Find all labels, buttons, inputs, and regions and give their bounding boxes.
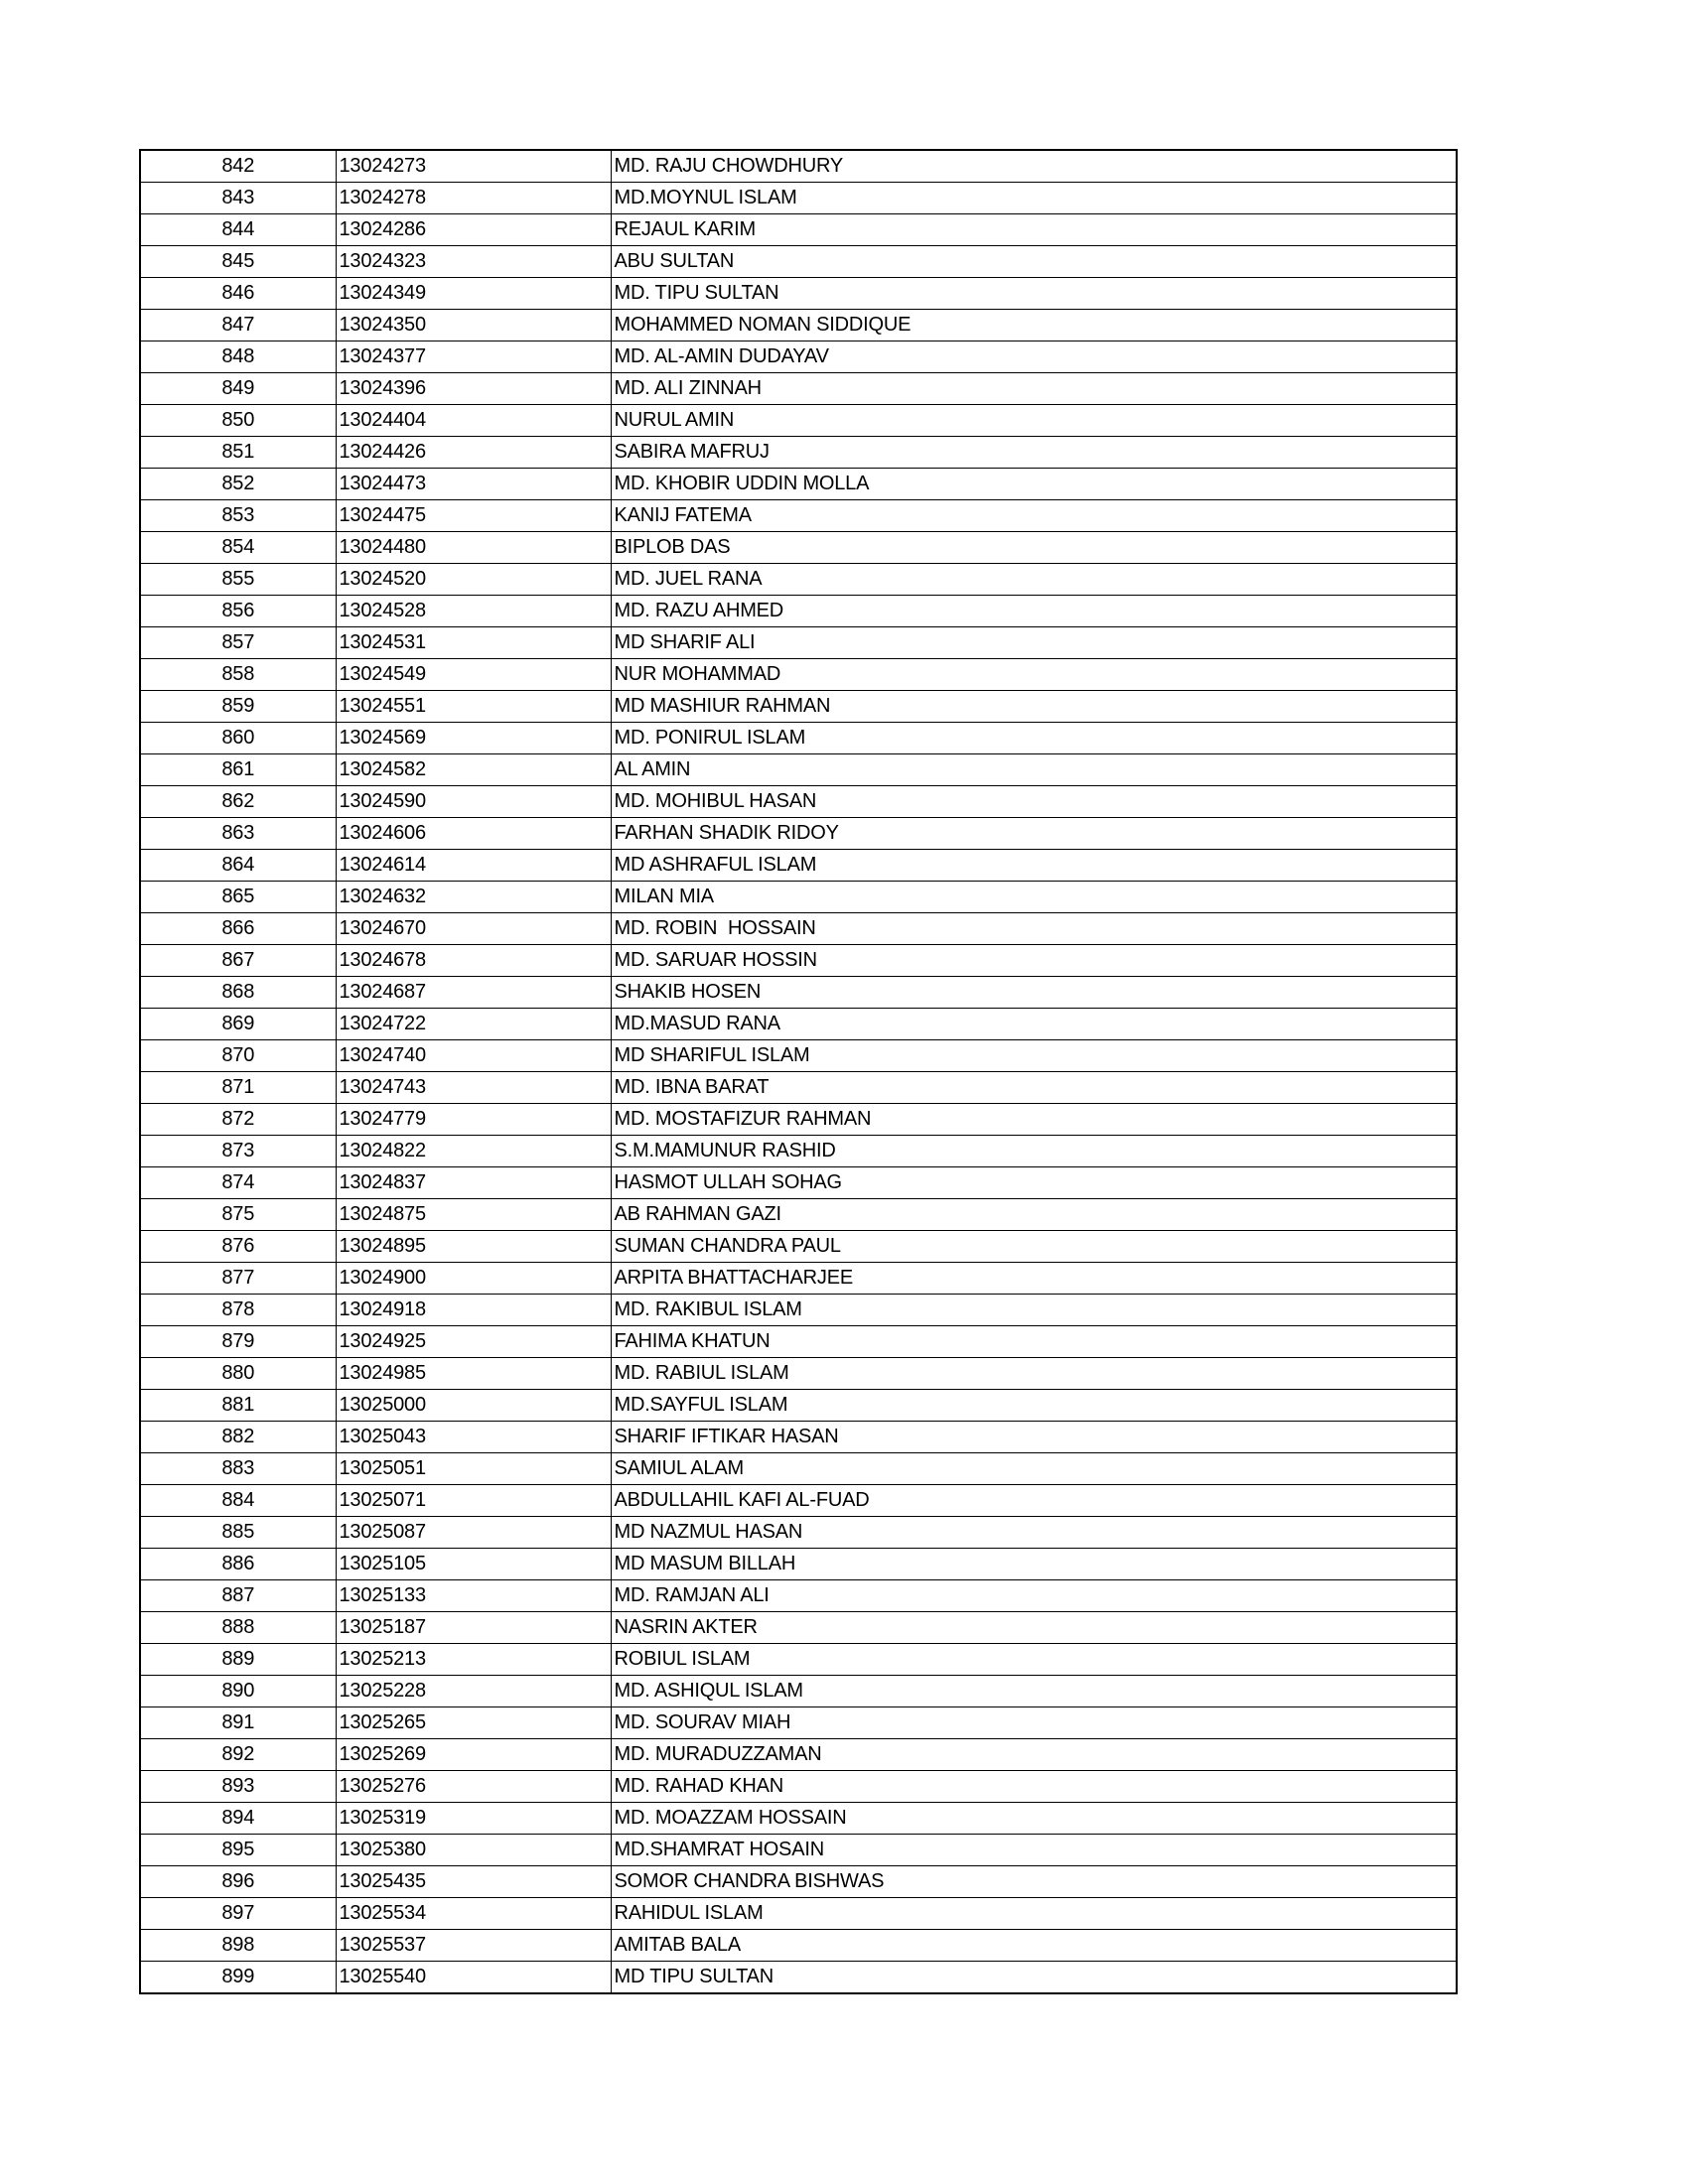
serial-number-cell: 868 <box>140 977 336 1009</box>
roll-number-cell: 13025000 <box>336 1390 611 1422</box>
serial-number-cell: 895 <box>140 1835 336 1866</box>
serial-number-cell: 878 <box>140 1295 336 1326</box>
table-row <box>140 1040 1457 1072</box>
candidate-name-cell: ROBIUL ISLAM <box>611 1644 1457 1676</box>
roll-number-cell: 13024822 <box>336 1136 611 1167</box>
table-row <box>140 246 1457 278</box>
serial-number-cell: 881 <box>140 1390 336 1422</box>
serial-number-cell: 888 <box>140 1612 336 1644</box>
serial-number-cell: 869 <box>140 1009 336 1040</box>
roll-number-cell: 13024377 <box>336 341 611 373</box>
candidate-name-cell: SAMIUL ALAM <box>611 1453 1457 1485</box>
table-row <box>140 754 1457 786</box>
serial-number-cell: 887 <box>140 1580 336 1612</box>
serial-number-cell: 896 <box>140 1866 336 1898</box>
table-row <box>140 913 1457 945</box>
serial-number-cell: 854 <box>140 532 336 564</box>
roll-number-cell: 13025051 <box>336 1453 611 1485</box>
roll-number-cell: 13024350 <box>336 310 611 341</box>
table-row <box>140 150 1457 183</box>
serial-number-cell: 879 <box>140 1326 336 1358</box>
roll-number-cell: 13024273 <box>336 150 611 183</box>
candidate-name-cell: AB RAHMAN GAZI <box>611 1199 1457 1231</box>
table-row <box>140 1580 1457 1612</box>
serial-number-cell: 870 <box>140 1040 336 1072</box>
serial-number-cell: 860 <box>140 723 336 754</box>
table-row <box>140 405 1457 437</box>
candidate-name-cell: HASMOT ULLAH SOHAG <box>611 1167 1457 1199</box>
candidate-name-cell: MD. RAHAD KHAN <box>611 1771 1457 1803</box>
serial-number-cell: 847 <box>140 310 336 341</box>
results-table <box>139 149 1458 1994</box>
candidate-name-cell: KANIJ FATEMA <box>611 500 1457 532</box>
table-row <box>140 1962 1457 1994</box>
table-row <box>140 1485 1457 1517</box>
serial-number-cell: 866 <box>140 913 336 945</box>
roll-number-cell: 13024278 <box>336 183 611 214</box>
roll-number-cell: 13024549 <box>336 659 611 691</box>
table-row <box>140 341 1457 373</box>
candidate-name-cell: MD. TIPU SULTAN <box>611 278 1457 310</box>
roll-number-cell: 13024475 <box>336 500 611 532</box>
serial-number-cell: 848 <box>140 341 336 373</box>
table-row <box>140 1295 1457 1326</box>
roll-number-cell: 13024678 <box>336 945 611 977</box>
serial-number-cell: 863 <box>140 818 336 850</box>
serial-number-cell: 864 <box>140 850 336 882</box>
roll-number-cell: 13025534 <box>336 1898 611 1930</box>
table-row <box>140 1072 1457 1104</box>
roll-number-cell: 13024918 <box>336 1295 611 1326</box>
table-row <box>140 1390 1457 1422</box>
roll-number-cell: 13025319 <box>336 1803 611 1835</box>
serial-number-cell: 865 <box>140 882 336 913</box>
candidate-name-cell: MD. ASHIQUL ISLAM <box>611 1676 1457 1707</box>
roll-number-cell: 13024349 <box>336 278 611 310</box>
serial-number-cell: 857 <box>140 627 336 659</box>
candidate-name-cell: SHARIF IFTIKAR HASAN <box>611 1422 1457 1453</box>
candidate-name-cell: NUR MOHAMMAD <box>611 659 1457 691</box>
table-row <box>140 1167 1457 1199</box>
roll-number-cell: 13025187 <box>336 1612 611 1644</box>
table-row <box>140 1549 1457 1580</box>
table-row <box>140 1517 1457 1549</box>
roll-number-cell: 13025269 <box>336 1739 611 1771</box>
candidate-name-cell: MD. RAZU AHMED <box>611 596 1457 627</box>
candidate-name-cell: MD.SAYFUL ISLAM <box>611 1390 1457 1422</box>
roll-number-cell: 13024286 <box>336 214 611 246</box>
candidate-name-cell: MD TIPU SULTAN <box>611 1962 1457 1994</box>
candidate-name-cell: S.M.MAMUNUR RASHID <box>611 1136 1457 1167</box>
candidate-name-cell: MD. MOSTAFIZUR RAHMAN <box>611 1104 1457 1136</box>
roll-number-cell: 13024520 <box>336 564 611 596</box>
table-row <box>140 1739 1457 1771</box>
candidate-name-cell: MD. KHOBIR UDDIN MOLLA <box>611 469 1457 500</box>
candidate-name-cell: AL AMIN <box>611 754 1457 786</box>
table-row <box>140 1009 1457 1040</box>
roll-number-cell: 13024480 <box>336 532 611 564</box>
serial-number-cell: 846 <box>140 278 336 310</box>
roll-number-cell: 13024404 <box>336 405 611 437</box>
serial-number-cell: 853 <box>140 500 336 532</box>
candidate-name-cell: MD MASHIUR RAHMAN <box>611 691 1457 723</box>
roll-number-cell: 13024614 <box>336 850 611 882</box>
table-row <box>140 1898 1457 1930</box>
roll-number-cell: 13024985 <box>336 1358 611 1390</box>
roll-number-cell: 13024473 <box>336 469 611 500</box>
candidate-name-cell: MD NAZMUL HASAN <box>611 1517 1457 1549</box>
candidate-name-cell: SUMAN CHANDRA PAUL <box>611 1231 1457 1263</box>
serial-number-cell: 851 <box>140 437 336 469</box>
candidate-name-cell: NURUL AMIN <box>611 405 1457 437</box>
results-table-body <box>140 150 1457 1993</box>
candidate-name-cell: SABIRA MAFRUJ <box>611 437 1457 469</box>
table-row <box>140 723 1457 754</box>
table-row <box>140 564 1457 596</box>
serial-number-cell: 894 <box>140 1803 336 1835</box>
serial-number-cell: 871 <box>140 1072 336 1104</box>
candidate-name-cell: FARHAN SHADIK RIDOY <box>611 818 1457 850</box>
table-row <box>140 437 1457 469</box>
table-row <box>140 278 1457 310</box>
table-row <box>140 1644 1457 1676</box>
table-row <box>140 1771 1457 1803</box>
roll-number-cell: 13024632 <box>336 882 611 913</box>
table-row <box>140 1199 1457 1231</box>
candidate-name-cell: MD SHARIFUL ISLAM <box>611 1040 1457 1072</box>
table-row <box>140 1676 1457 1707</box>
table-row <box>140 691 1457 723</box>
table-row <box>140 945 1457 977</box>
serial-number-cell: 877 <box>140 1263 336 1295</box>
roll-number-cell: 13024426 <box>336 437 611 469</box>
serial-number-cell: 899 <box>140 1962 336 1994</box>
roll-number-cell: 13024687 <box>336 977 611 1009</box>
candidate-name-cell: MD. AL-AMIN DUDAYAV <box>611 341 1457 373</box>
table-row <box>140 1358 1457 1390</box>
serial-number-cell: 873 <box>140 1136 336 1167</box>
candidate-name-cell: ABU SULTAN <box>611 246 1457 278</box>
serial-number-cell: 845 <box>140 246 336 278</box>
candidate-name-cell: MOHAMMED NOMAN SIDDIQUE <box>611 310 1457 341</box>
roll-number-cell: 13025105 <box>336 1549 611 1580</box>
serial-number-cell: 876 <box>140 1231 336 1263</box>
serial-number-cell: 872 <box>140 1104 336 1136</box>
roll-number-cell: 13025133 <box>336 1580 611 1612</box>
roll-number-cell: 13024743 <box>336 1072 611 1104</box>
table-row <box>140 1231 1457 1263</box>
roll-number-cell: 13024569 <box>336 723 611 754</box>
roll-number-cell: 13024740 <box>336 1040 611 1072</box>
table-row <box>140 214 1457 246</box>
table-row <box>140 532 1457 564</box>
table-row <box>140 977 1457 1009</box>
candidate-name-cell: MD. RAMJAN ALI <box>611 1580 1457 1612</box>
serial-number-cell: 843 <box>140 183 336 214</box>
candidate-name-cell: MD. RAKIBUL ISLAM <box>611 1295 1457 1326</box>
serial-number-cell: 852 <box>140 469 336 500</box>
table-row <box>140 1104 1457 1136</box>
candidate-name-cell: MD.MASUD RANA <box>611 1009 1457 1040</box>
table-row <box>140 1866 1457 1898</box>
table-row <box>140 373 1457 405</box>
table-row <box>140 183 1457 214</box>
candidate-name-cell: ABDULLAHIL KAFI AL-FUAD <box>611 1485 1457 1517</box>
roll-number-cell: 13024837 <box>336 1167 611 1199</box>
serial-number-cell: 892 <box>140 1739 336 1771</box>
roll-number-cell: 13025540 <box>336 1962 611 1994</box>
candidate-name-cell: MD.MOYNUL ISLAM <box>611 183 1457 214</box>
serial-number-cell: 858 <box>140 659 336 691</box>
serial-number-cell: 886 <box>140 1549 336 1580</box>
roll-number-cell: 13025435 <box>336 1866 611 1898</box>
table-row <box>140 850 1457 882</box>
table-row <box>140 500 1457 532</box>
roll-number-cell: 13024779 <box>336 1104 611 1136</box>
roll-number-cell: 13024528 <box>336 596 611 627</box>
serial-number-cell: 889 <box>140 1644 336 1676</box>
candidate-name-cell: SHAKIB HOSEN <box>611 977 1457 1009</box>
serial-number-cell: 867 <box>140 945 336 977</box>
table-row <box>140 1326 1457 1358</box>
candidate-name-cell: MD. RAJU CHOWDHURY <box>611 150 1457 183</box>
table-row <box>140 1612 1457 1644</box>
roll-number-cell: 13024396 <box>336 373 611 405</box>
candidate-name-cell: NASRIN AKTER <box>611 1612 1457 1644</box>
table-row <box>140 818 1457 850</box>
roll-number-cell: 13024531 <box>336 627 611 659</box>
roll-number-cell: 13025071 <box>336 1485 611 1517</box>
table-row <box>140 1803 1457 1835</box>
candidate-name-cell: BIPLOB DAS <box>611 532 1457 564</box>
candidate-name-cell: MD MASUM BILLAH <box>611 1549 1457 1580</box>
roll-number-cell: 13025380 <box>336 1835 611 1866</box>
serial-number-cell: 890 <box>140 1676 336 1707</box>
candidate-name-cell: MD SHARIF ALI <box>611 627 1457 659</box>
roll-number-cell: 13024670 <box>336 913 611 945</box>
roll-number-cell: 13025213 <box>336 1644 611 1676</box>
serial-number-cell: 898 <box>140 1930 336 1962</box>
candidate-name-cell: MD. SOURAV MIAH <box>611 1707 1457 1739</box>
table-row <box>140 1453 1457 1485</box>
serial-number-cell: 849 <box>140 373 336 405</box>
candidate-name-cell: MD. PONIRUL ISLAM <box>611 723 1457 754</box>
serial-number-cell: 884 <box>140 1485 336 1517</box>
candidate-name-cell: MD. MURADUZZAMAN <box>611 1739 1457 1771</box>
table-row <box>140 469 1457 500</box>
candidate-name-cell: MD. ALI ZINNAH <box>611 373 1457 405</box>
roll-number-cell: 13025043 <box>336 1422 611 1453</box>
table-row <box>140 596 1457 627</box>
table-row <box>140 1930 1457 1962</box>
candidate-name-cell: MD.SHAMRAT HOSAIN <box>611 1835 1457 1866</box>
table-row <box>140 1263 1457 1295</box>
candidate-name-cell: ARPITA BHATTACHARJEE <box>611 1263 1457 1295</box>
roll-number-cell: 13024551 <box>336 691 611 723</box>
serial-number-cell: 856 <box>140 596 336 627</box>
candidate-name-cell: REJAUL KARIM <box>611 214 1457 246</box>
roll-number-cell: 13024606 <box>336 818 611 850</box>
serial-number-cell: 880 <box>140 1358 336 1390</box>
candidate-name-cell: RAHIDUL ISLAM <box>611 1898 1457 1930</box>
candidate-name-cell: MD. MOAZZAM HOSSAIN <box>611 1803 1457 1835</box>
table-row <box>140 1136 1457 1167</box>
serial-number-cell: 859 <box>140 691 336 723</box>
table-row <box>140 1835 1457 1866</box>
candidate-name-cell: FAHIMA KHATUN <box>611 1326 1457 1358</box>
table-row <box>140 1422 1457 1453</box>
roll-number-cell: 13025276 <box>336 1771 611 1803</box>
candidate-name-cell: MILAN MIA <box>611 882 1457 913</box>
serial-number-cell: 844 <box>140 214 336 246</box>
serial-number-cell: 883 <box>140 1453 336 1485</box>
roll-number-cell: 13024323 <box>336 246 611 278</box>
candidate-name-cell: MD. RABIUL ISLAM <box>611 1358 1457 1390</box>
table-row <box>140 1707 1457 1739</box>
serial-number-cell: 842 <box>140 150 336 183</box>
candidate-name-cell: MD. SARUAR HOSSIN <box>611 945 1457 977</box>
candidate-name-cell: MD. JUEL RANA <box>611 564 1457 596</box>
roll-number-cell: 13025228 <box>336 1676 611 1707</box>
serial-number-cell: 893 <box>140 1771 336 1803</box>
roll-number-cell: 13024895 <box>336 1231 611 1263</box>
roll-number-cell: 13024722 <box>336 1009 611 1040</box>
serial-number-cell: 891 <box>140 1707 336 1739</box>
serial-number-cell: 897 <box>140 1898 336 1930</box>
table-row <box>140 659 1457 691</box>
serial-number-cell: 885 <box>140 1517 336 1549</box>
table-row <box>140 786 1457 818</box>
candidate-name-cell: AMITAB BALA <box>611 1930 1457 1962</box>
roll-number-cell: 13024900 <box>336 1263 611 1295</box>
serial-number-cell: 875 <box>140 1199 336 1231</box>
serial-number-cell: 874 <box>140 1167 336 1199</box>
roll-number-cell: 13024925 <box>336 1326 611 1358</box>
serial-number-cell: 882 <box>140 1422 336 1453</box>
roll-number-cell: 13024590 <box>336 786 611 818</box>
table-row <box>140 627 1457 659</box>
candidate-name-cell: MD. MOHIBUL HASAN <box>611 786 1457 818</box>
roll-number-cell: 13025265 <box>336 1707 611 1739</box>
candidate-name-cell: MD ASHRAFUL ISLAM <box>611 850 1457 882</box>
candidate-name-cell: MD. ROBIN HOSSAIN <box>611 913 1457 945</box>
roll-number-cell: 13025537 <box>336 1930 611 1962</box>
table-row <box>140 882 1457 913</box>
roll-number-cell: 13025087 <box>336 1517 611 1549</box>
roll-number-cell: 13024875 <box>336 1199 611 1231</box>
serial-number-cell: 855 <box>140 564 336 596</box>
candidate-name-cell: SOMOR CHANDRA BISHWAS <box>611 1866 1457 1898</box>
serial-number-cell: 850 <box>140 405 336 437</box>
roll-number-cell: 13024582 <box>336 754 611 786</box>
table-row <box>140 310 1457 341</box>
serial-number-cell: 862 <box>140 786 336 818</box>
serial-number-cell: 861 <box>140 754 336 786</box>
candidate-name-cell: MD. IBNA BARAT <box>611 1072 1457 1104</box>
